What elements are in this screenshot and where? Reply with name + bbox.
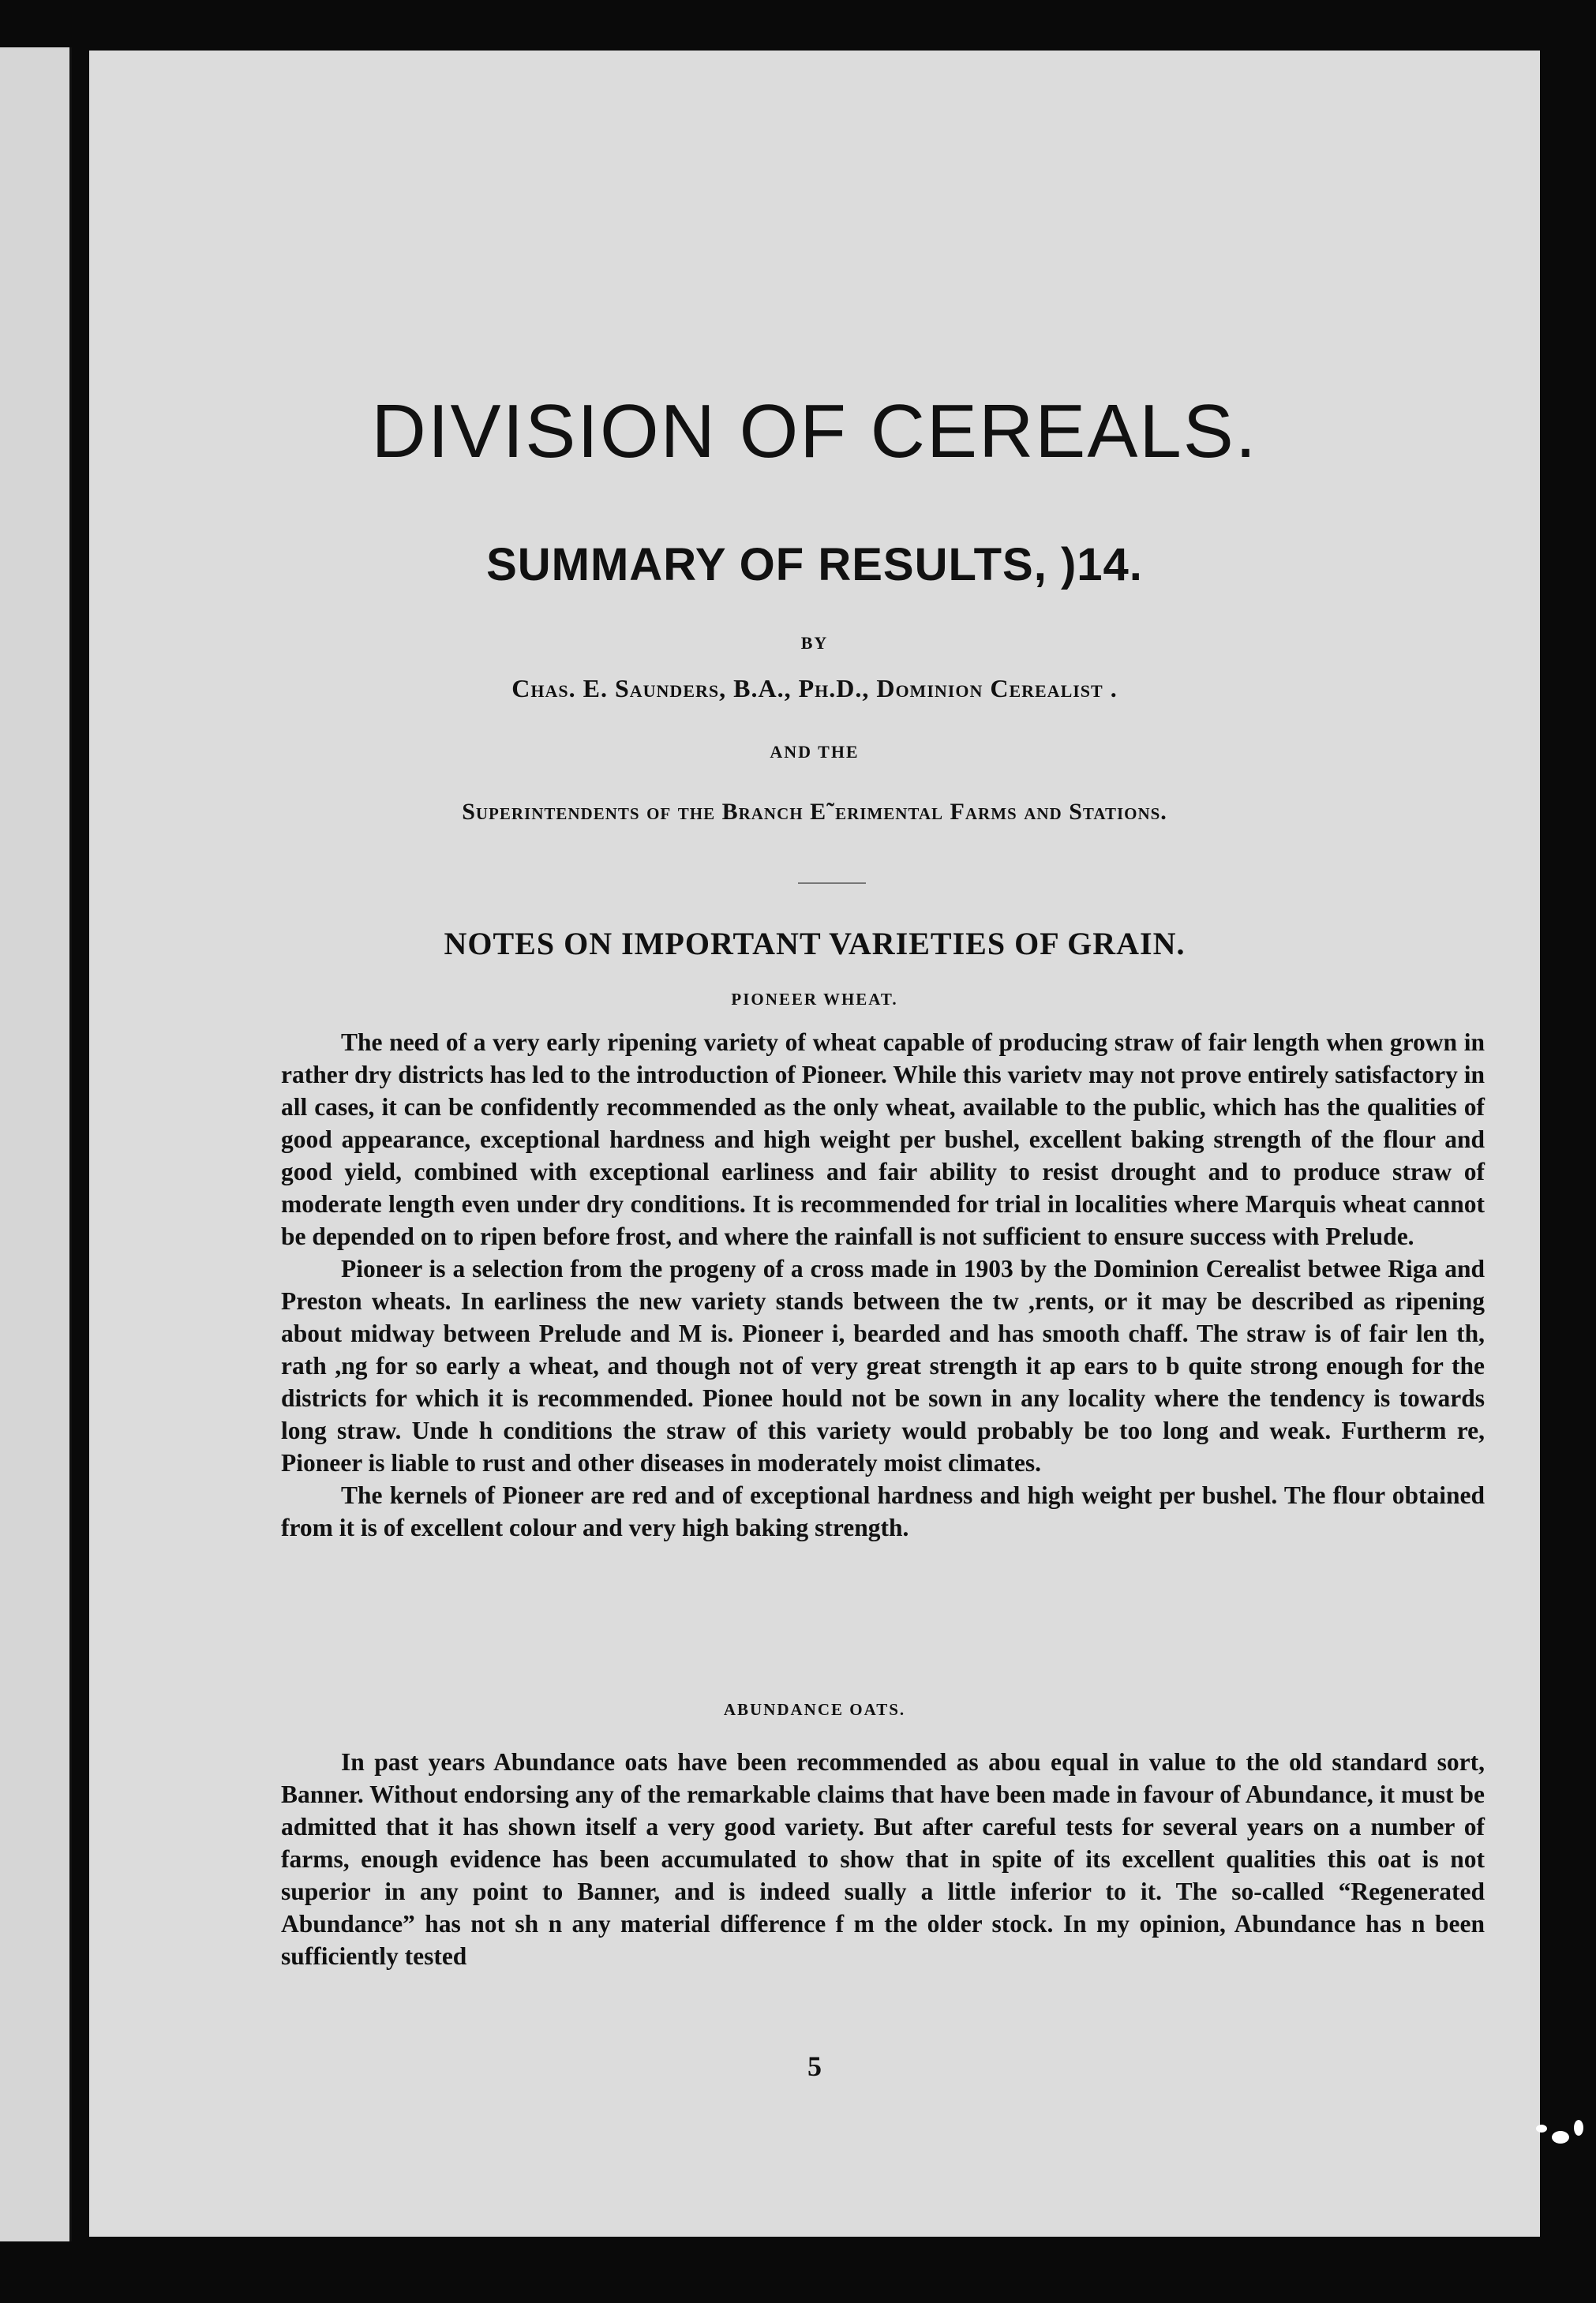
scan-speck [1536, 2125, 1547, 2133]
paragraph: The need of a very early ripening variety of wheat capable of producing straw of fair length when grown in rather dry districts has led to the introduction of Pioneer. While this varietv may not prove entirely satisfactory in all cases, it can be confidently recommended as the only wheat, available to the public, which has the qualities of good appearance, exceptional hardness and high weight per bushel, excellent baking strength of the flour and good yield, combined with exceptional earliness and fair ability to resist drought and to produce straw of moderate length even under dry conditions. It is recommended for trial in localities where Marquis wheat cannot be depended on to ripen before frost, and where the rainfall is not sufficient to ensure success with Prelude. [281, 1028, 1485, 1250]
and-the-line: AND THE [770, 742, 860, 762]
superintendents-line: Superintendents of the Branch E˜erimental Farms and Stations. [462, 799, 1167, 825]
pioneer-wheat-body [281, 1026, 1485, 1544]
section-heading-abundance-oats: ABUNDANCE OATS. [723, 1700, 906, 1719]
book-gutter [72, 32, 89, 2273]
page-number: 5 [807, 2050, 822, 2082]
paragraph: The kernels of Pioneer are red and of exceptional hardness and high weight per bushel. The flour obtained from it is of excellent colour and very high baking strength. [281, 1481, 1485, 1541]
scan-speck [1574, 2120, 1583, 2136]
title-divider [798, 882, 866, 884]
scan-speck [1552, 2131, 1569, 2144]
notes-heading: NOTES ON IMPORTANT VARIETIES OF GRAIN. [444, 926, 1186, 961]
document-subtitle: SUMMARY OF RESULTS, )14. [486, 539, 1143, 590]
by-line: BY [800, 633, 829, 653]
abundance-oats-body [281, 1746, 1485, 1972]
document-page [89, 51, 1540, 2237]
section-heading-pioneer-wheat: PIONEER WHEAT. [731, 990, 898, 1009]
document-title: DIVISION OF CEREALS. [371, 389, 1258, 474]
adjacent-page-edge [0, 47, 72, 2241]
paragraph: Pioneer is a selection from the progeny of a cross made in 1903 by the Dominion Cerealist betwee Riga and Preston wheats. In earliness the new variety stands between the tw ,rents, or it may be described as ripening about midway between Prelude and M is. Pioneer i, bearded and has smooth chaff. The straw is of fair len th, rath ,ng for so early a wheat, and though not of very great strength it ap ears to b quite strong enough for the districts for which it is recommended. Pionee hould not be sown in any locality where the tendency is towards long straw. Unde h conditions the straw of this variety would probably be too long and weak. Furtherm re, Pioneer is liable to rust and other diseases in moderately moist climates. [281, 1255, 1485, 1477]
paragraph: In past years Abundance oats have been recommended as abou equal in value to the old standard sort, Banner. Without endorsing any of the remarkable claims that have been made in favour of Abundance, it must be admitted that it has shown itself a very good variety. But after careful tests for several years on a number of farms, enough evidence has been accumulated to show that in spite of its excellent qualities this oat is not superior in any point to Banner, and is indeed sually a little inferior to it. The so-called “Regenerated Abundance” has not sh n any material difference f m the older stock. In my opinion, Abundance has n been sufficiently tested [281, 1748, 1485, 1970]
author-line: Chas. E. Saunders, B.A., Ph.D., Dominion Cerealist . [511, 674, 1118, 702]
